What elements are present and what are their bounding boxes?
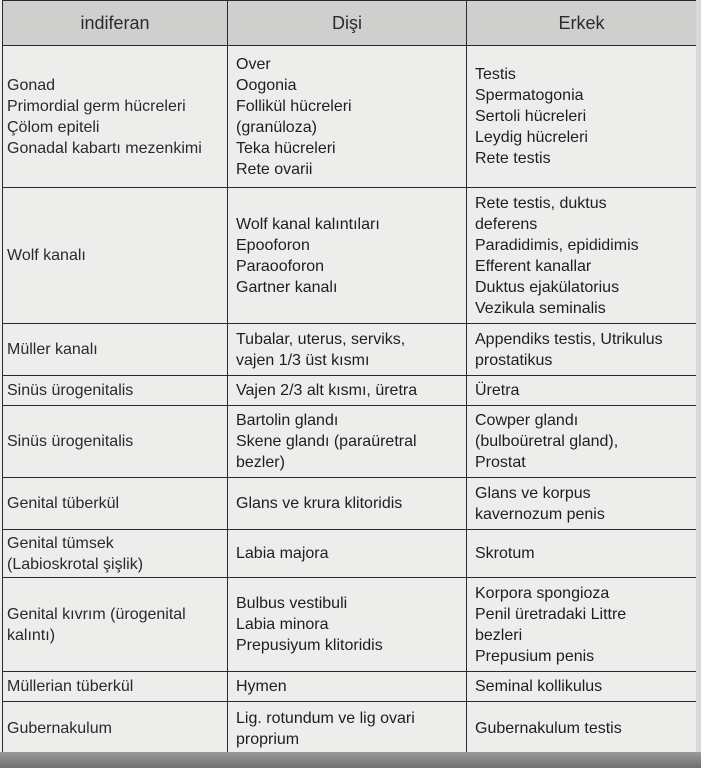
- cell-erkek: Skrotum: [467, 530, 697, 578]
- cell-erkek: Korpora spongioza Penil üretradaki Littre bezleri Prepusium penis: [467, 578, 697, 672]
- cell-erkek: Testis Spermatogonia Sertoli hücreleri Leydig hücreleri Rete testis: [467, 46, 697, 188]
- cell-indiferan: Gubernakulum: [3, 702, 228, 756]
- page-edge: [696, 0, 701, 768]
- table-row: [3, 376, 697, 406]
- cell-indiferan: Müller kanalı: [3, 324, 228, 376]
- cell-erkek: Glans ve korpus kavernozum penis: [467, 478, 697, 530]
- cell-indiferan: Gonad Primordial germ hücreleri Çölom epiteli Gonadal kabartı mezenkimi: [3, 46, 228, 188]
- cell-indiferan: Sinüs ürogenitalis: [3, 376, 228, 406]
- table-row: [3, 672, 697, 702]
- cell-disi: Over Oogonia Follikül hücreleri (granüloza) Teka hücreleri Rete ovarii: [228, 46, 467, 188]
- cell-erkek: Seminal kollikulus: [467, 672, 697, 702]
- cell-disi: Bartolin glandı Skene glandı (paraüretral bezler): [228, 406, 467, 478]
- cell-indiferan: Wolf kanalı: [3, 188, 228, 324]
- header-erkek: Erkek: [467, 1, 697, 46]
- header-indiferan: indiferan: [3, 1, 228, 46]
- header-disi: Dişi: [228, 1, 467, 46]
- cell-erkek: Gubernakulum testis: [467, 702, 697, 756]
- embryology-table: [2, 0, 697, 756]
- table-row: [3, 188, 697, 324]
- cell-indiferan: Genital kıvrım (ürogenital kalıntı): [3, 578, 228, 672]
- scan-shadow: [0, 752, 701, 768]
- cell-erkek: Üretra: [467, 376, 697, 406]
- cell-disi: Lig. rotundum ve lig ovari proprium: [228, 702, 467, 756]
- cell-indiferan: Genital tüberkül: [3, 478, 228, 530]
- table-row: [3, 702, 697, 756]
- header-row: [3, 1, 697, 46]
- table-row: [3, 478, 697, 530]
- table-row: [3, 324, 697, 376]
- cell-disi: Labia majora: [228, 530, 467, 578]
- cell-disi: Glans ve krura klitoridis: [228, 478, 467, 530]
- cell-indiferan: Sinüs ürogenitalis: [3, 406, 228, 478]
- cell-indiferan: Genital tümsek (Labioskrotal şişlik): [3, 530, 228, 578]
- cell-erkek: Cowper glandı (bulboüretral gland), Prostat: [467, 406, 697, 478]
- cell-disi: Wolf kanal kalıntıları Epooforon Paraooforon Gartner kanalı: [228, 188, 467, 324]
- table-row: [3, 530, 697, 578]
- cell-indiferan: Müllerian tüberkül: [3, 672, 228, 702]
- cell-erkek: Rete testis, duktus deferens Paradidimis, epididimis Efferent kanallar Duktus ejakülatorius Vezikula seminalis: [467, 188, 697, 324]
- table-row: [3, 46, 697, 188]
- cell-disi: Vajen 2/3 alt kısmı, üretra: [228, 376, 467, 406]
- cell-erkek: Appendiks testis, Utrikulus prostatikus: [467, 324, 697, 376]
- cell-disi: Hymen: [228, 672, 467, 702]
- cell-disi: Bulbus vestibuli Labia minora Prepusiyum klitoridis: [228, 578, 467, 672]
- cell-disi: Tubalar, uterus, serviks, vajen 1/3 üst kısmı: [228, 324, 467, 376]
- table-row: [3, 578, 697, 672]
- table-row: [3, 406, 697, 478]
